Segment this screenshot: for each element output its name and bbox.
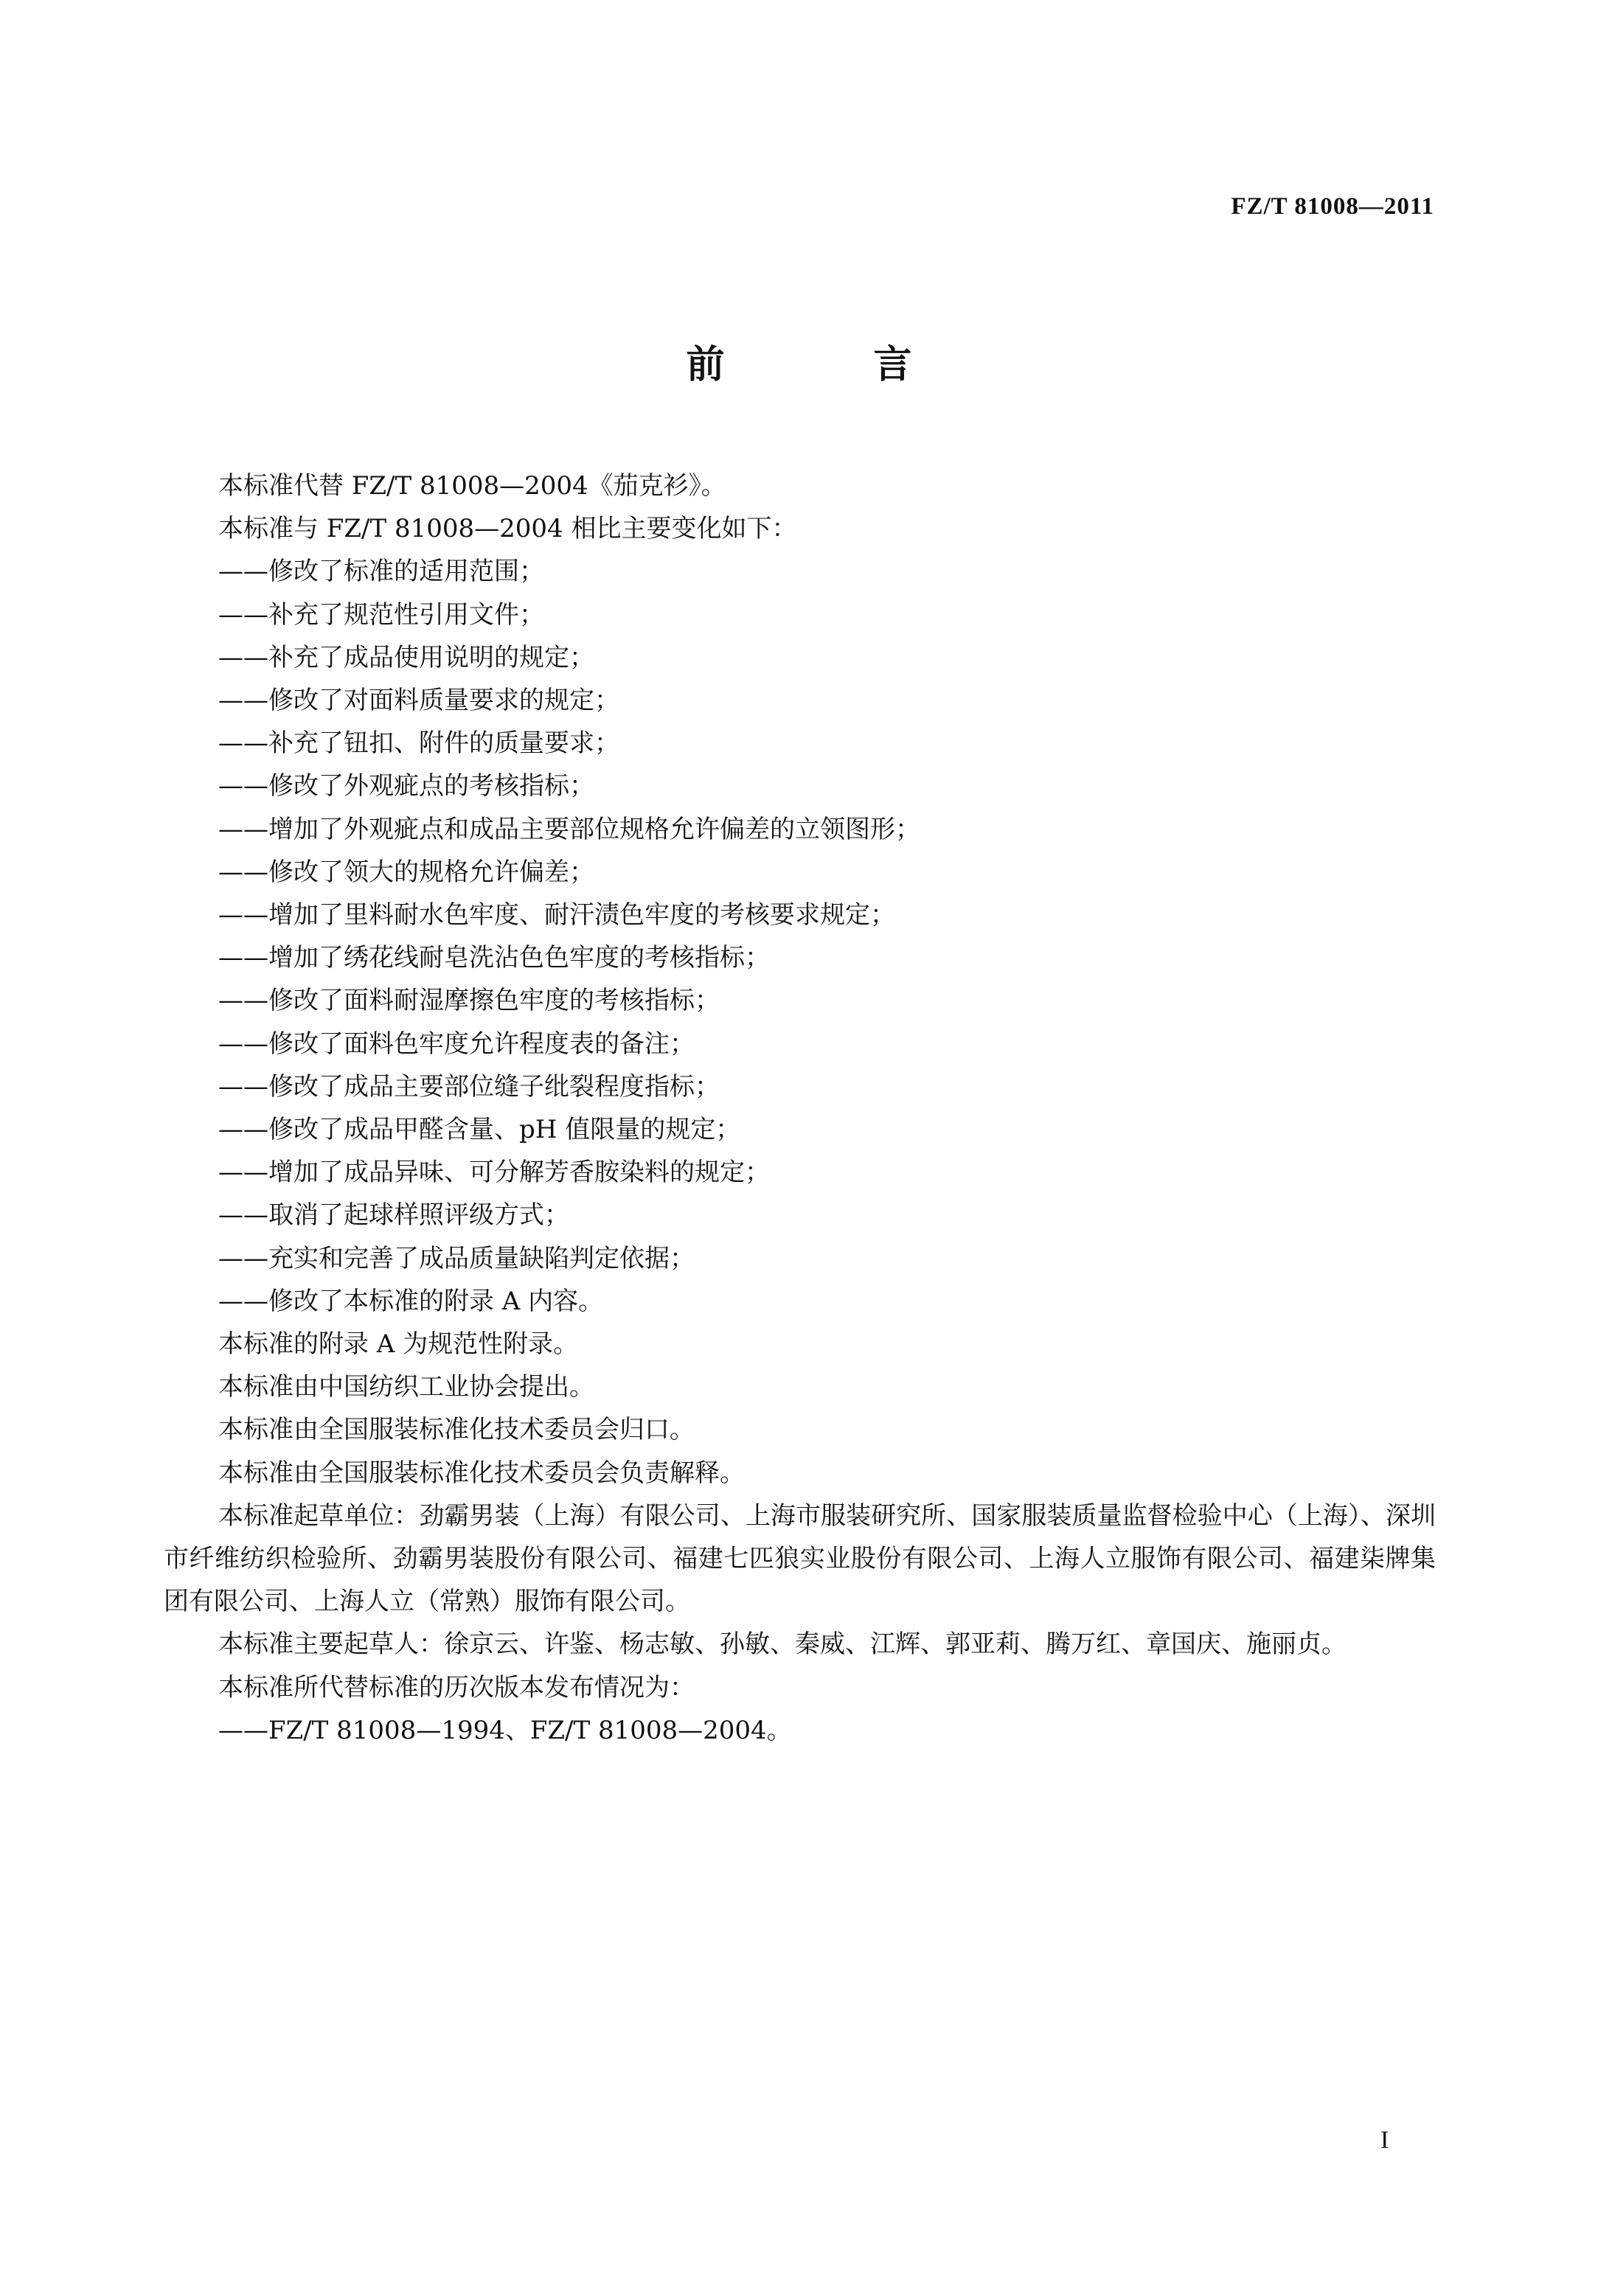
managed-by-statement: 本标准由全国服装标准化技术委员会归口。 [218, 1415, 695, 1445]
list-item: ——修改了本标准的附录 A 内容。 [218, 1286, 604, 1316]
proposed-by-statement: 本标准由中国纺织工业协会提出。 [218, 1372, 594, 1402]
list-item: ——增加了里料耐水色牢度、耐汗渍色牢度的考核要求规定； [218, 900, 895, 930]
foreword-body [164, 465, 1436, 1752]
interpreted-by-statement: 本标准由全国服装标准化技术委员会负责解释。 [218, 1458, 745, 1488]
replaces-paragraph: 本标准代替 FZ/T 81008—2004《茄克衫》。 [218, 471, 726, 501]
list-item: ——充实和完善了成品质量缺陷判定依据； [218, 1243, 695, 1273]
list-item: ——修改了面料色牢度允许程度表的备注； [218, 1029, 695, 1059]
drafters-statement: 本标准主要起草人：徐京云、许鉴、杨志敏、孙敏、秦威、江辉、郭亚莉、腾万红、章国庆、施丽贞。 [218, 1629, 1347, 1660]
list-item: ——补充了规范性引用文件； [218, 599, 544, 630]
list-item: ——增加了绣花线耐皂洗沾色色牢度的考核指标； [218, 943, 770, 973]
changes-intro-paragraph: 本标准与 FZ/T 81008—2004 相比主要变化如下： [218, 514, 797, 544]
list-item: ——增加了成品异味、可分解芳香胺染料的规定； [218, 1158, 770, 1188]
page-title: 前 言 [686, 343, 980, 387]
list-item: ——修改了成品甲醛含量、pH 值限量的规定； [218, 1115, 741, 1145]
page-number: I [1380, 2126, 1389, 2154]
changes-list [164, 550, 1436, 1323]
list-item: ——修改了标准的适用范围； [218, 557, 544, 587]
appendix-statement: 本标准的附录 A 为规范性附录。 [218, 1329, 579, 1360]
list-item: ——修改了外观疵点的考核指标； [218, 771, 594, 801]
list-item: ——修改了面料耐湿摩擦色牢度的考核指标； [218, 986, 720, 1016]
list-item: ——增加了外观疵点和成品主要部位规格允许偏差的立领图形； [218, 814, 920, 844]
history-list-item: ——FZ/T 81008—1994、FZ/T 81008—2004。 [218, 1715, 792, 1745]
list-item: ——补充了成品使用说明的规定； [218, 642, 594, 672]
list-item: ——修改了领大的规格允许偏差； [218, 857, 594, 887]
drafting-units-statement: 本标准起草单位：劲霸男装（上海）有限公司、上海市服装研究所、国家服装质量监督检验中心（上海）、深圳市纤维纺织检验所、劲霸男装股份有限公司、福建七匹狼实业股份有限公司、上海人立服饰有限公司、福建柒牌集团有限公司、上海人立（常熟）服饰有限公司。 [164, 1500, 1436, 1617]
list-item: ——修改了对面料质量要求的规定； [218, 686, 619, 716]
list-item: ——取消了起球样照评级方式； [218, 1200, 569, 1231]
list-item: ——补充了钮扣、附件的质量要求； [218, 728, 619, 759]
list-item: ——修改了成品主要部位缝子纰裂程度指标； [218, 1071, 720, 1102]
standard-code-header: FZ/T 81008—2011 [1231, 193, 1434, 220]
history-intro-statement: 本标准所代替标准的历次版本发布情况为： [218, 1672, 695, 1702]
